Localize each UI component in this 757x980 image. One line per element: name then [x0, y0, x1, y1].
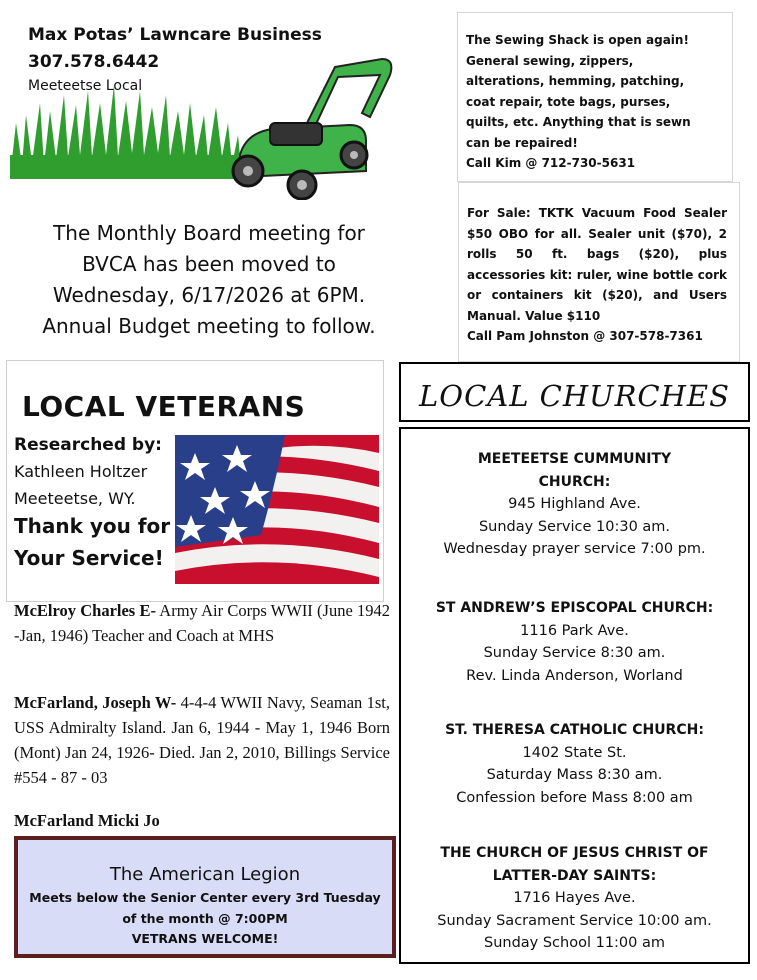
church-entry — [399, 448, 750, 561]
legion-title: The American Legion — [109, 864, 301, 885]
board-meeting-line: The Monthly Board meeting for — [53, 221, 365, 245]
veteran-details: Army Air Corps WWII (June 1942 -Jan, 1946) Teacher and Coach at MHS — [14, 601, 390, 645]
church-name: ST ANDREW’S EPISCOPAL CHURCH: — [435, 600, 714, 616]
church-pastor: Rev. Linda Anderson, Worland — [466, 667, 683, 684]
for-sale-ad — [458, 182, 740, 362]
church-service: Sunday Service 10:30 am. — [478, 518, 671, 535]
church-entry — [399, 597, 750, 687]
church-service: Saturday Mass 8:30 am. — [486, 767, 663, 783]
church-address: 945 Highland Ave. — [508, 496, 641, 512]
sewing-line: The Sewing Shack is open again! — [466, 33, 689, 47]
researched-by-label: Researched by: — [14, 435, 162, 455]
sewing-line: can be repaired! — [466, 135, 578, 150]
church-name: MEETEETSE CUMMUNITY — [477, 451, 672, 467]
local-veterans-title: LOCAL VETERANS — [22, 390, 306, 423]
sewing-shack-ad — [457, 12, 733, 182]
church-service: Confession before Mass 8:00 am — [456, 789, 693, 806]
church-address: 1716 Hayes Ave. — [513, 890, 636, 906]
church-name: LATTER-DAY SAINTS: — [492, 867, 657, 884]
church-service: Sunday Service 8:30 am. — [483, 645, 666, 661]
church-address: 1116 Park Ave. — [520, 622, 629, 639]
church-name: ST. THERESA CATHOLIC CHURCH: — [445, 722, 704, 738]
legion-meeting-line: of the month @ 7:00PM — [122, 910, 288, 926]
veteran-name: McElroy Charles E- — [14, 601, 156, 620]
veteran-entry — [14, 690, 390, 790]
thank-you-line: Your Service! — [14, 546, 164, 570]
sewing-line: alterations, hemming, patching, — [466, 74, 685, 88]
american-flag-image — [175, 435, 379, 584]
sewing-line: quilts, etc. Anything that is sewn — [466, 115, 691, 129]
church-service: Wednesday prayer service 7:00 pm. — [443, 541, 706, 557]
veteran-name: McFarland Micki Jo — [14, 811, 160, 830]
board-meeting-line: BVCA has been moved to — [82, 252, 336, 276]
church-service: Sunday Sacrament Service 10:00 am. — [437, 912, 712, 929]
church-entry — [399, 719, 750, 809]
for-sale-contact: Call Pam Johnston @ 307-578-7361 — [467, 329, 703, 343]
church-service: Sunday School 11:00 am — [483, 935, 666, 951]
american-legion-notice — [14, 836, 396, 958]
thank-you-line: Thank you for — [14, 514, 171, 538]
legion-welcome: VETRANS WELCOME! — [131, 931, 279, 946]
board-meeting-line: Wednesday, 6/17/2026 at 6PM. — [52, 283, 366, 307]
church-address: 1402 State St. — [522, 744, 627, 761]
church-entry — [399, 842, 750, 955]
board-meeting-notice — [20, 218, 398, 342]
lawncare-phone: 307.578.6442 — [28, 52, 160, 72]
lawncare-business-name: Max Potas’ Lawncare Business — [28, 25, 322, 45]
church-name: THE CHURCH OF JESUS CHRIST OF — [440, 845, 709, 861]
local-churches-title: LOCAL CHURCHES — [419, 379, 730, 413]
sewing-line: General sewing, zippers, — [466, 53, 634, 68]
church-name: CHURCH: — [538, 473, 611, 490]
sewing-line: coat repair, tote bags, purses, — [466, 94, 671, 109]
veteran-details: 4-4-4 WWII Navy, Seaman 1st, USS Admiralty Island. Jan 6, 1944 - May 1, 1946 Born (Mont) Jan 24, 1926- Died. Jan 2, 2010, Billings Service #554 - 87 - 03 — [14, 693, 390, 787]
lawncare-location: Meeteetse Local — [28, 78, 143, 94]
veteran-entry — [14, 598, 390, 648]
legion-meeting-line: Meets below the Senior Center every 3rd Tuesday — [29, 890, 381, 905]
for-sale-text: For Sale: TKTK Vacuum Food Sealer $50 OBO for all. Sealer unit ($70), 2 rolls 50 ft. bags ($20), plus accessories kit: ruler, wine bottle cork or containers kit ($20), and Users Manual. Value $110 — [467, 206, 727, 323]
veteran-entry — [14, 808, 390, 833]
sewing-contact: Call Kim @ 712-730-5631 — [466, 156, 636, 170]
researcher-name: Kathleen Holtzer — [14, 462, 148, 481]
veteran-name: McFarland, Joseph W- — [14, 693, 177, 712]
board-meeting-line: Annual Budget meeting to follow. — [42, 314, 376, 338]
grass-icon — [10, 85, 242, 179]
researcher-place: Meeteetse, WY. — [14, 489, 136, 508]
